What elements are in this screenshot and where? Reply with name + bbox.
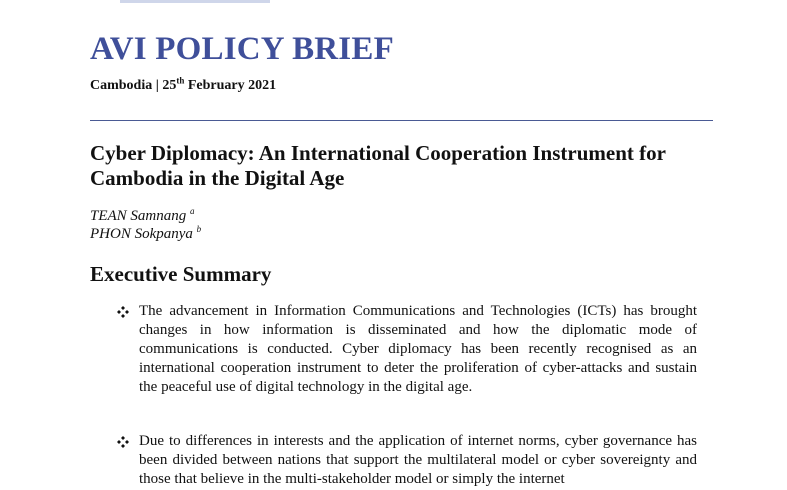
top-decoration (120, 0, 270, 3)
author-1 (90, 207, 201, 225)
author-name: PHON Sokpanya (90, 226, 193, 242)
four-diamond-bullet-icon (117, 435, 129, 447)
author-2 (90, 225, 201, 243)
dateline (90, 75, 277, 94)
bullet-text: The advancement in Information Communications and Technologies (ICTs) has brought changes in how information is disseminated and how the diplomatic mode of communications is conducted. Cyber diplomacy has been recently recognised as an international cooperation instrument to deter the proliferation of cyber-attacks and sustain the peaceful use of digital technology in the digital age. (139, 303, 697, 395)
executive-summary-heading: Executive Summary (90, 262, 272, 286)
author-mark: b (196, 224, 202, 234)
authors (90, 207, 201, 243)
summary-bullet (117, 432, 697, 489)
date-day: 25 (162, 78, 177, 93)
document-title: Cyber Diplomacy: An International Cooperation Instrument for Cambodia in the Digital Age (90, 141, 666, 190)
brief-title: AVI POLICY BRIEF (90, 31, 394, 67)
four-diamond-bullet-icon (117, 305, 129, 317)
header-divider (90, 120, 713, 121)
author-mark: a (190, 206, 195, 216)
location: Cambodia | (90, 78, 159, 93)
summary-bullet (117, 302, 697, 397)
bullet-text: Due to differences in interests and the application of internet norms, cyber governance has been divided between nations that support the multilateral model or cyber sovereignty and those that believe in the multi-stakeholder model or simply the internet (139, 433, 697, 487)
author-name: TEAN Samnang (90, 208, 187, 224)
date-rest: February 2021 (187, 78, 277, 93)
date-suffix: th (176, 75, 185, 86)
